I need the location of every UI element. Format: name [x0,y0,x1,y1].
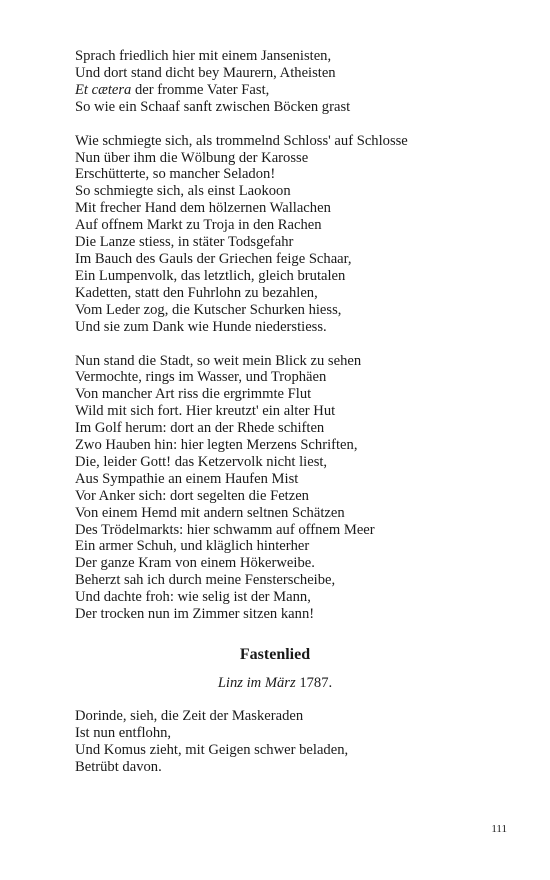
verse-line: Nun stand die Stadt, so weit mein Blick zu sehen [75,352,362,369]
verse-line: Mit frecher Hand dem hölzernen Wallachen [75,200,331,217]
verse-line: Nun über ihm die Wölbung der Karosse [75,149,309,166]
verse-line: Und sie zum Dank wie Hunde niederstiess. [75,318,327,335]
verse-line: Von mancher Art riss die ergrimmte Flut [75,386,312,403]
poem-title: Fastenlied [239,646,311,663]
poem-continuation [75,48,515,623]
verse-line: Im Bauch des Gauls der Griechen feige Schaar, [75,250,352,267]
verse-line: Und dachte froh: wie selig ist der Mann, [75,589,311,606]
poem-subtitle [75,675,475,692]
verse-line: Erschütterte, so mancher Seladon! [75,166,276,183]
verse-line-rest: der fromme Vater Fast, [135,81,270,98]
subtitle-year: 1787. [299,675,333,691]
verse-line: Vom Leder zog, die Kutscher Schurken hiess, [75,301,342,318]
page-number: 111 [491,823,507,835]
stanza-2 [75,133,515,336]
verse-line: Und dort stand dicht bey Maurern, Atheisten [75,64,336,81]
verse-line: Auf offnem Markt zu Troja in den Rachen [75,217,322,234]
verse-line: Vermochte, rings im Wasser, und Trophäen [75,369,327,386]
verse-line: Sprach friedlich hier mit einem Jansenisten, [75,48,332,64]
stanza-1 [75,48,515,116]
stanza-3 [75,353,515,624]
verse-line: Wie schmiegte sich, als trommelnd Schloss' auf Schlosse [75,132,408,149]
verse-line: Der trocken nun im Zimmer sitzen kann! [75,606,315,623]
verse-line: Ein Lumpenvolk, das letztlich, gleich brutalen [75,267,346,284]
subtitle-place-date: Linz im März [217,675,296,691]
verse-italic-prefix: Et cætera [75,81,132,98]
verse-line: Im Golf herum: dort an der Rhede schiften [75,420,325,437]
verse-line: Ist nun entflohn, [75,724,172,741]
verse-line: Dorinde, sieh, die Zeit der Maskeraden [75,708,304,724]
verse-line: Kadetten, statt den Fuhrlohn zu bezahlen, [75,284,318,301]
verse-line: Von einem Hemd mit andern seltnen Schätzen [75,504,345,521]
verse-line: So schmiegte sich, als einst Laokoon [75,183,291,200]
verse-line [75,82,515,99]
verse-line: Ein armer Schuh, und kläglich hinterher [75,538,310,555]
verse-line: Der ganze Kram von einem Hökerweibe. [75,555,315,572]
new-poem-stanza [75,708,348,776]
verse-line: Des Trödelmarkts: hier schwamm auf offnem Meer [75,521,375,538]
verse-line: Die Lanze stiess, in stäter Todsgefahr [75,234,294,251]
verse-line: Die, leider Gott! das Ketzervolk nicht liest, [75,453,328,470]
verse-line: Vor Anker sich: dort segelten die Fetzen [75,487,309,504]
verse-line: So wie ein Schaaf sanft zwischen Böcken grast [75,98,351,115]
verse-line: Aus Sympathie an einem Haufen Mist [75,470,299,487]
verse-line: Beherzt sah ich durch meine Fensterscheibe, [75,572,336,589]
verse-line: Zwo Hauben hin: hier legten Merzens Schriften, [75,437,358,454]
verse-line: Wild mit sich fort. Hier kreutzt' ein alter Hut [75,403,336,420]
verse-line: Betrübt davon. [75,758,162,775]
verse-line: Und Komus zieht, mit Geigen schwer beladen, [75,741,349,758]
